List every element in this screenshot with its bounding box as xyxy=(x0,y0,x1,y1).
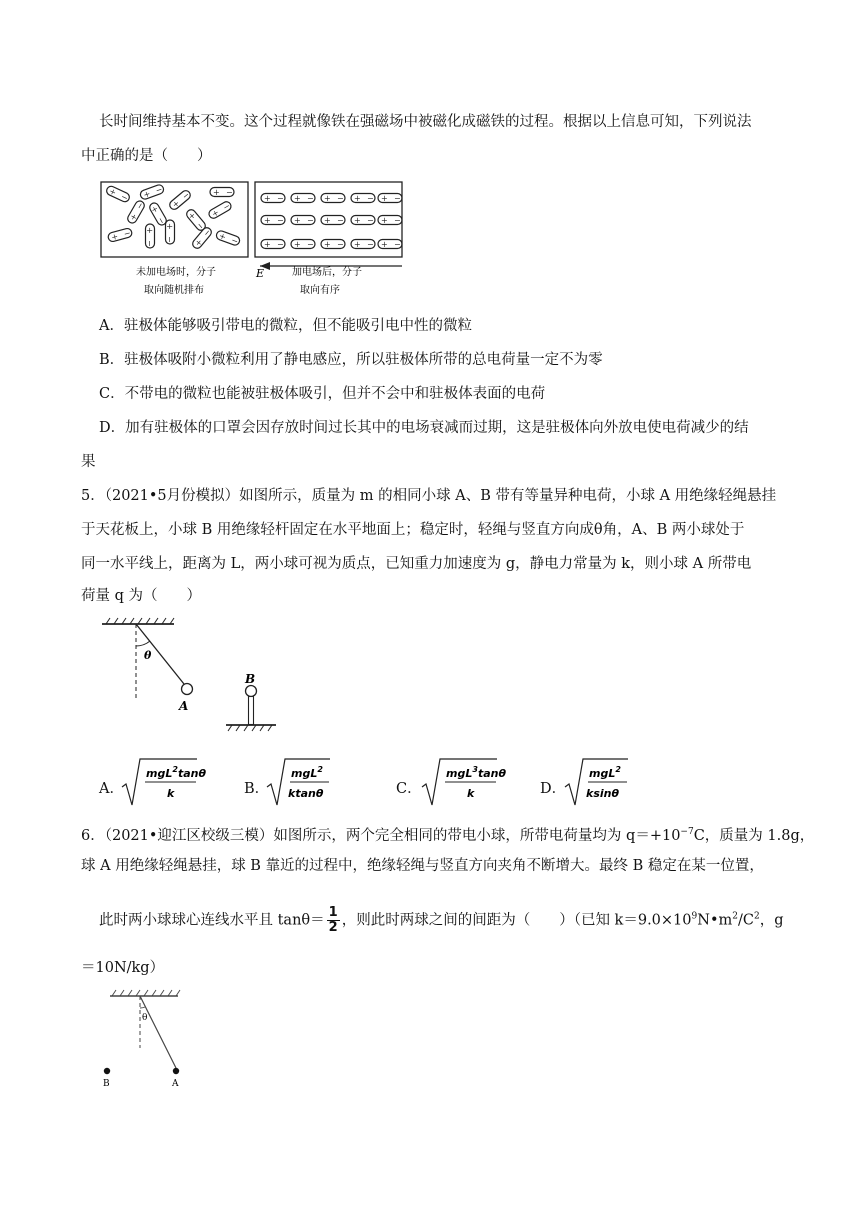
svg-text:+: + xyxy=(217,231,228,242)
svg-text:+: + xyxy=(354,216,361,225)
svg-text:−: − xyxy=(194,220,206,232)
q6-label-b: B xyxy=(103,1079,110,1089)
q5-c-num-b: tanθ xyxy=(477,767,507,780)
svg-text:+: + xyxy=(264,240,271,249)
svg-text:−: − xyxy=(367,240,374,249)
svg-text:+: + xyxy=(210,207,221,219)
q4-stem-line2: 中正确的是（ ） xyxy=(81,148,212,164)
dipole-ordered-8 xyxy=(351,216,375,226)
q5-a-sup: 2 xyxy=(172,765,178,774)
q6-k-exp: 9 xyxy=(691,911,698,922)
dipole-ordered-4 xyxy=(378,194,402,204)
q4-option-b: B．驻极体吸附小微粒利用了静电感应，所以驻极体所带的总电荷量一定不为零 xyxy=(99,352,603,368)
svg-text:+: + xyxy=(294,240,301,249)
svg-text:+: + xyxy=(149,204,161,215)
svg-text:+: + xyxy=(324,240,331,249)
q6-line1-tail: C，质量为 1.8g， xyxy=(693,827,815,844)
q6-stem-line2: 球 A 用绝缘轻绳悬挂，球 B 靠近的过程中，绝缘轻绳与竖直方向夹角不断增大。最终 B 稳定在某一位置， xyxy=(81,858,764,874)
dipole-ordered-1 xyxy=(291,194,315,204)
dipole-random-11 xyxy=(215,230,241,247)
q5-c-sup: 3 xyxy=(472,765,478,774)
svg-text:+: + xyxy=(381,194,388,203)
svg-text:mgL3tanθ xyxy=(446,765,506,780)
svg-text:−: − xyxy=(230,235,240,247)
dipole-random-3 xyxy=(210,188,234,198)
svg-text:mgL2 xyxy=(589,765,621,780)
svg-text:+: + xyxy=(264,216,271,225)
q5-d-num: mgL xyxy=(589,767,616,780)
q6-line1-text: 6．（2021•迎江区校级三模）如图所示，两个完全相同的带电小球，所带电荷量均为 q＝+10 xyxy=(81,827,681,844)
dipole-ordered-7 xyxy=(321,216,345,226)
q5-theta-label: θ xyxy=(144,649,152,662)
q5-option-a-label: A． xyxy=(99,781,124,797)
q5-a-num-b: tanθ xyxy=(177,767,207,780)
dipole-random-8 xyxy=(145,224,155,248)
dipole-ordered-6 xyxy=(291,216,315,226)
field-label-E: E xyxy=(256,267,265,280)
svg-text:+: + xyxy=(165,223,174,230)
left-caption-1: 未加电场时，分子 xyxy=(136,267,216,278)
svg-text:−: − xyxy=(122,228,132,239)
q5-option-c-label: C． xyxy=(396,781,422,797)
dipole-ordered-14 xyxy=(378,240,402,250)
svg-text:mgL2 xyxy=(291,765,323,780)
svg-text:+: + xyxy=(128,211,140,223)
right-caption-2: 取向有序 xyxy=(300,285,340,296)
q5-option-b-label: B． xyxy=(244,781,270,797)
dipole-ordered-11 xyxy=(291,240,315,250)
svg-text:+: + xyxy=(213,188,220,197)
svg-text:−: − xyxy=(367,194,374,203)
svg-text:−: − xyxy=(337,216,344,225)
q6-theta-label: θ xyxy=(142,1013,148,1023)
q6-c-exp: 2 xyxy=(753,911,760,922)
q6-m-exp: 2 xyxy=(732,911,738,922)
q5-b-sup: 2 xyxy=(317,765,323,774)
svg-text:−: − xyxy=(277,194,284,203)
svg-text:−: − xyxy=(394,216,401,225)
svg-text:−: − xyxy=(394,240,401,249)
q6-line3-e: ，g xyxy=(759,912,784,929)
q5-b-den: ktanθ xyxy=(288,787,324,800)
q6-line3-b: ，则此时两球之间的间距为（ ）（已知 k＝9.0×10 xyxy=(341,912,692,929)
q6-line3-d: /C xyxy=(737,912,754,929)
q5-label-a: A xyxy=(179,699,189,713)
svg-text:−: − xyxy=(367,216,374,225)
q5-a-num: mgL xyxy=(146,767,173,780)
q5-stem-line1: 5．（2021•5月份模拟）如图所示，质量为 m 的相同小球 A、B 带有等量异种电荷，小球 A 用绝缘轻绳悬挂 xyxy=(81,488,777,504)
q6-frac-num: 1 xyxy=(328,905,338,920)
left-caption-2: 取向随机排布 xyxy=(144,285,204,296)
dipole-random-0 xyxy=(105,185,131,204)
dipole-random-12 xyxy=(148,201,168,227)
q6-line3-a: 此时两小球球心连线水平且 tanθ＝ xyxy=(99,912,325,929)
svg-text:+: + xyxy=(354,240,361,249)
svg-text:+: + xyxy=(381,240,388,249)
q6-line3-c: N•m xyxy=(697,912,733,929)
svg-text:−: − xyxy=(201,227,213,239)
q5-d-sup: 2 xyxy=(615,765,621,774)
svg-text:−: − xyxy=(134,200,146,212)
q5-stem-line4: 荷量 q 为（ ） xyxy=(81,588,201,604)
svg-text:−: − xyxy=(180,190,192,202)
svg-text:mgL2tanθ xyxy=(146,765,206,780)
svg-text:+: + xyxy=(354,194,361,203)
q4-option-a: A．驻极体能够吸引带电的微粒，但不能吸引电中性的微粒 xyxy=(99,318,472,334)
q5-d-den: ksinθ xyxy=(586,787,620,800)
q5-c-num: mgL xyxy=(446,767,473,780)
q5-a-den: k xyxy=(167,787,175,800)
q6-line1-exp: −7 xyxy=(680,827,694,837)
dipole-ordered-13 xyxy=(351,240,375,250)
svg-text:+: + xyxy=(145,227,154,234)
svg-text:+: + xyxy=(294,216,301,225)
dipole-random-1 xyxy=(139,184,165,201)
svg-text:−: − xyxy=(221,201,232,213)
svg-text:−: − xyxy=(145,240,154,247)
svg-text:−: − xyxy=(155,215,167,226)
svg-text:+: + xyxy=(110,231,120,243)
q4-option-d: D．加有驻极体的口罩会因存放时间过长其中的电场衰减而过期，这是驻极体向外放电使电荷减少的结 xyxy=(99,420,749,436)
svg-text:−: − xyxy=(307,216,314,225)
q5-option-a-formula xyxy=(120,757,207,807)
dipole-random-7 xyxy=(107,228,133,243)
q5-option-b-formula xyxy=(265,757,331,807)
q5-c-den: k xyxy=(467,787,475,800)
dipole-random-9 xyxy=(165,220,175,244)
dipole-ordered-9 xyxy=(378,216,402,226)
q6-stem-line3 xyxy=(99,906,784,935)
q5-pendulum-figure xyxy=(96,616,296,746)
svg-text:−: − xyxy=(337,194,344,203)
svg-text:+: + xyxy=(170,198,182,210)
svg-text:+: + xyxy=(107,186,118,198)
dipole-ordered-2 xyxy=(321,194,345,204)
dipole-ordered-12 xyxy=(321,240,345,250)
svg-text:+: + xyxy=(142,189,152,200)
q4-option-d-cont: 果 xyxy=(81,454,96,470)
q5-option-d-formula xyxy=(563,757,629,807)
svg-text:+: + xyxy=(294,194,301,203)
q5-option-c-formula xyxy=(420,757,507,807)
q5-b-num: mgL xyxy=(291,767,318,780)
random-dipoles xyxy=(105,184,241,251)
q6-stem-line1 xyxy=(81,822,814,846)
dipole-ordered-3 xyxy=(351,194,375,204)
q6-frac-den: 2 xyxy=(328,920,338,935)
q5-stem-line3: 同一水平线上，距离为 L，两小球可视为质点，已知重力加速度为 g，静电力常量为 k，则小球 A 所带电 xyxy=(81,556,752,572)
dipole-ordered-10 xyxy=(261,240,285,250)
q4-dipole-figure xyxy=(100,180,410,300)
svg-text:−: − xyxy=(277,240,284,249)
q5-stem-line2: 于天花板上，小球 B 用绝缘轻杆固定在水平地面上；稳定时，轻绳与竖直方向成θ角，A、B 两小球处于 xyxy=(81,522,745,538)
svg-text:−: − xyxy=(394,194,401,203)
q6-fraction xyxy=(327,906,340,935)
q6-stem-line4: ＝10N/kg） xyxy=(81,960,165,976)
dipole-ordered-0 xyxy=(261,194,285,204)
q4-option-c: C．不带电的微粒也能被驻极体吸引，但并不会中和驻极体表面的电荷 xyxy=(99,386,546,402)
dipole-random-2 xyxy=(168,189,192,212)
svg-text:+: + xyxy=(264,194,271,203)
svg-text:+: + xyxy=(381,216,388,225)
ordered-dipoles xyxy=(261,194,402,250)
svg-text:−: − xyxy=(154,184,164,196)
svg-text:+: + xyxy=(186,210,198,222)
q5-option-d-label: D． xyxy=(540,781,567,797)
q6-pendulum-figure xyxy=(98,988,208,1088)
dipole-ordered-5 xyxy=(261,216,285,226)
svg-text:−: − xyxy=(226,188,233,197)
svg-text:−: − xyxy=(165,236,174,243)
q4-stem-line1: 长时间维持基本不变。这个过程就像铁在强磁场中被磁化成磁铁的过程。根据以上信息可知，下列说法 xyxy=(99,114,752,130)
svg-text:−: − xyxy=(307,194,314,203)
svg-text:+: + xyxy=(324,216,331,225)
svg-text:−: − xyxy=(337,240,344,249)
svg-text:+: + xyxy=(324,194,331,203)
q5-label-b: B xyxy=(245,672,256,686)
dipole-random-4 xyxy=(126,199,146,225)
svg-text:+: + xyxy=(193,237,205,249)
svg-text:−: − xyxy=(119,192,130,204)
right-caption-1: 加电场后，分子 xyxy=(292,267,362,278)
svg-text:−: − xyxy=(307,240,314,249)
dipole-random-6 xyxy=(207,200,233,220)
svg-text:−: − xyxy=(277,216,284,225)
q6-label-a: A xyxy=(172,1079,179,1089)
